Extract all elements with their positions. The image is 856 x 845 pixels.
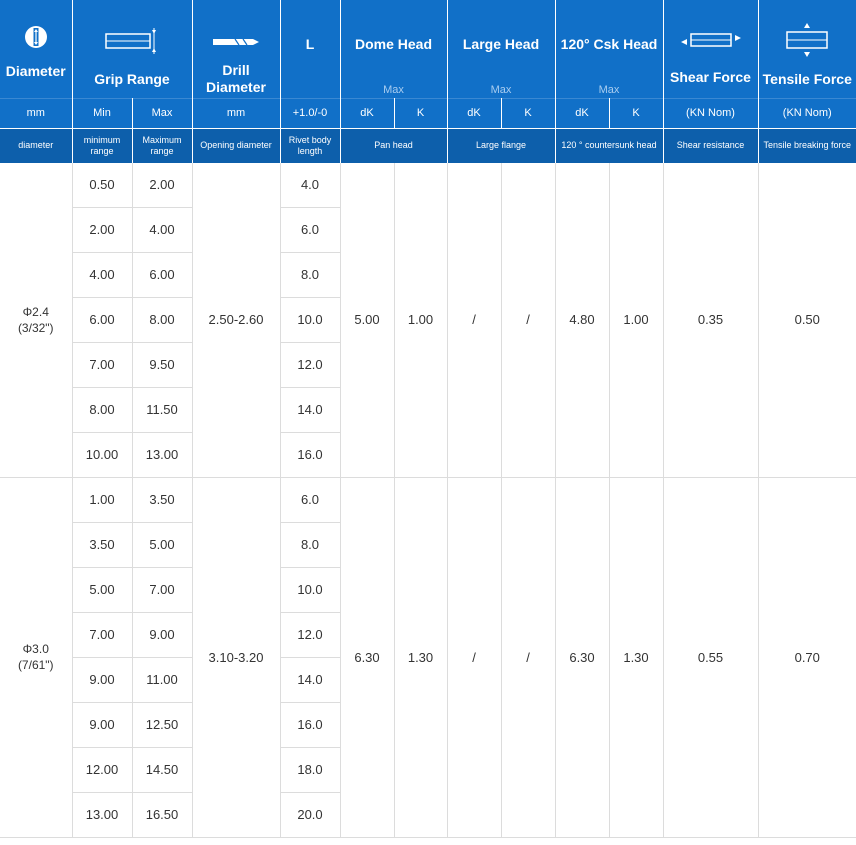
grip-max-cell: 2.00 (132, 163, 192, 208)
label-csk-head: 120 ° countersunk head (555, 128, 663, 163)
diameter-icon (23, 24, 49, 55)
drill-diameter-cell: 2.50-2.60 (192, 163, 280, 478)
large-head-header (447, 0, 555, 98)
drill-diameter-cell: 3.10-3.20 (192, 477, 280, 837)
csk-head-title: 120° Csk Head (560, 36, 658, 52)
header-title-row (0, 0, 856, 98)
large-head-max: Max (490, 84, 512, 96)
tensile-unit: (KN Nom) (758, 98, 856, 128)
grip-max-cell: 13.00 (132, 432, 192, 477)
diameter-value: Φ2.4 (22, 304, 49, 319)
grip-max-cell: 12.50 (132, 702, 192, 747)
l-tolerance: +1.0/-0 (280, 98, 340, 128)
diameter-inch-value: (3/32") (17, 320, 54, 335)
large-k-cell: / (501, 163, 555, 478)
l-cell: 10.0 (280, 567, 340, 612)
grip-min-cell: 0.50 (72, 163, 132, 208)
grip-max-cell: 11.00 (132, 657, 192, 702)
table-row (0, 477, 856, 522)
shear-force-icon (679, 30, 743, 55)
l-cell: 8.0 (280, 252, 340, 297)
label-tensile: Tensile breaking force (758, 128, 856, 163)
grip-range-icon (102, 26, 162, 61)
label-pan-head: Pan head (340, 128, 447, 163)
l-cell: 12.0 (280, 342, 340, 387)
csk-k-cell: 1.00 (609, 163, 663, 478)
grip-min-cell: 4.00 (72, 252, 132, 297)
dome-k-label: K (394, 98, 447, 128)
l-cell: 8.0 (280, 522, 340, 567)
description-row (0, 128, 856, 163)
tensile-force-title: Tensile Force (762, 71, 852, 87)
csk-dk-cell: 6.30 (555, 477, 609, 837)
grip-max-cell: 4.00 (132, 207, 192, 252)
large-dk-label: dK (447, 98, 501, 128)
grip-max-cell: 5.00 (132, 522, 192, 567)
grip-min-cell: 13.00 (72, 792, 132, 837)
l-cell: 14.0 (280, 657, 340, 702)
dome-k-cell: 1.00 (394, 163, 447, 478)
diameter-unit: mm (0, 98, 72, 128)
shear-force-title: Shear Force (670, 69, 751, 85)
shear-force-header (663, 0, 758, 98)
l-header (280, 0, 340, 98)
l-cell: 20.0 (280, 792, 340, 837)
csk-k-cell: 1.30 (609, 477, 663, 837)
drill-diameter-title: Drill Diameter (206, 62, 266, 95)
grip-max-cell: 8.00 (132, 297, 192, 342)
csk-k-label: K (609, 98, 663, 128)
grip-min-cell: 10.00 (72, 432, 132, 477)
csk-dk-label: dK (555, 98, 609, 128)
diameter-inch-value: (7/61") (17, 658, 54, 672)
label-shear: Shear resistance (663, 128, 758, 163)
grip-min-label: Min (72, 98, 132, 128)
grip-min-cell: 7.00 (72, 342, 132, 387)
table-row (0, 163, 856, 208)
l-cell: 12.0 (280, 612, 340, 657)
large-head-title: Large Head (462, 36, 540, 52)
grip-max-cell: 11.50 (132, 387, 192, 432)
shear-unit: (KN Nom) (663, 98, 758, 128)
drill-unit: mm (192, 98, 280, 128)
grip-max-cell: 7.00 (132, 567, 192, 612)
header-unit-row (0, 98, 856, 128)
dome-k-cell: 1.30 (394, 477, 447, 837)
dome-dk-label: dK (340, 98, 394, 128)
shear-cell: 0.35 (663, 163, 758, 478)
l-cell: 16.0 (280, 702, 340, 747)
label-max-range: Maximum range (132, 128, 192, 163)
grip-min-cell: 9.00 (72, 702, 132, 747)
dome-dk-cell: 5.00 (340, 163, 394, 478)
grip-max-cell: 6.00 (132, 252, 192, 297)
data-body (0, 163, 856, 838)
grip-min-cell: 5.00 (72, 567, 132, 612)
large-dk-cell: / (447, 477, 501, 837)
grip-min-cell: 7.00 (72, 612, 132, 657)
l-title: L (305, 36, 315, 52)
diameter-cell (0, 477, 72, 837)
grip-min-cell: 8.00 (72, 387, 132, 432)
grip-max-cell: 14.50 (132, 747, 192, 792)
dome-head-max: Max (383, 84, 404, 96)
grip-min-cell: 6.00 (72, 297, 132, 342)
csk-head-max: Max (598, 84, 620, 96)
l-cell: 10.0 (280, 297, 340, 342)
large-dk-cell: / (447, 163, 501, 478)
grip-min-cell: 2.00 (72, 207, 132, 252)
large-k-label: K (501, 98, 555, 128)
dome-head-header (340, 0, 447, 98)
grip-min-cell: 12.00 (72, 747, 132, 792)
tensile-cell: 0.50 (758, 163, 856, 478)
label-large-flange: Large flange (447, 128, 555, 163)
label-min-range: minimum range (72, 128, 132, 163)
l-cell: 4.0 (280, 163, 340, 208)
dome-dk-cell: 6.30 (340, 477, 394, 837)
shear-cell: 0.55 (663, 477, 758, 837)
l-cell: 16.0 (280, 432, 340, 477)
grip-max-cell: 16.50 (132, 792, 192, 837)
csk-dk-cell: 4.80 (555, 163, 609, 478)
grip-range-title: Grip Range (94, 71, 170, 87)
grip-max-cell: 9.50 (132, 342, 192, 387)
drill-icon (213, 34, 259, 52)
l-cell: 14.0 (280, 387, 340, 432)
diameter-title: Diameter (5, 63, 66, 79)
tensile-force-icon (785, 22, 829, 63)
label-opening: Opening diameter (192, 128, 280, 163)
csk-head-header (555, 0, 663, 98)
dome-head-title: Dome Head (354, 36, 433, 52)
diameter-cell (0, 163, 72, 478)
label-body-length: Rivet body length (280, 128, 340, 163)
diameter-header (0, 0, 72, 98)
tensile-cell: 0.70 (758, 477, 856, 837)
l-cell: 6.0 (280, 477, 340, 522)
diameter-value: Φ3.0 (22, 642, 49, 656)
grip-max-cell: 9.00 (132, 612, 192, 657)
grip-max-label: Max (132, 98, 192, 128)
tensile-force-header (758, 0, 856, 98)
label-diameter: diameter (0, 128, 72, 163)
l-cell: 6.0 (280, 207, 340, 252)
grip-min-cell: 1.00 (72, 477, 132, 522)
drill-diameter-header (192, 0, 280, 98)
grip-min-cell: 3.50 (72, 522, 132, 567)
grip-min-cell: 9.00 (72, 657, 132, 702)
grip-max-cell: 3.50 (132, 477, 192, 522)
large-k-cell: / (501, 477, 555, 837)
grip-range-header (72, 0, 192, 98)
l-cell: 18.0 (280, 747, 340, 792)
